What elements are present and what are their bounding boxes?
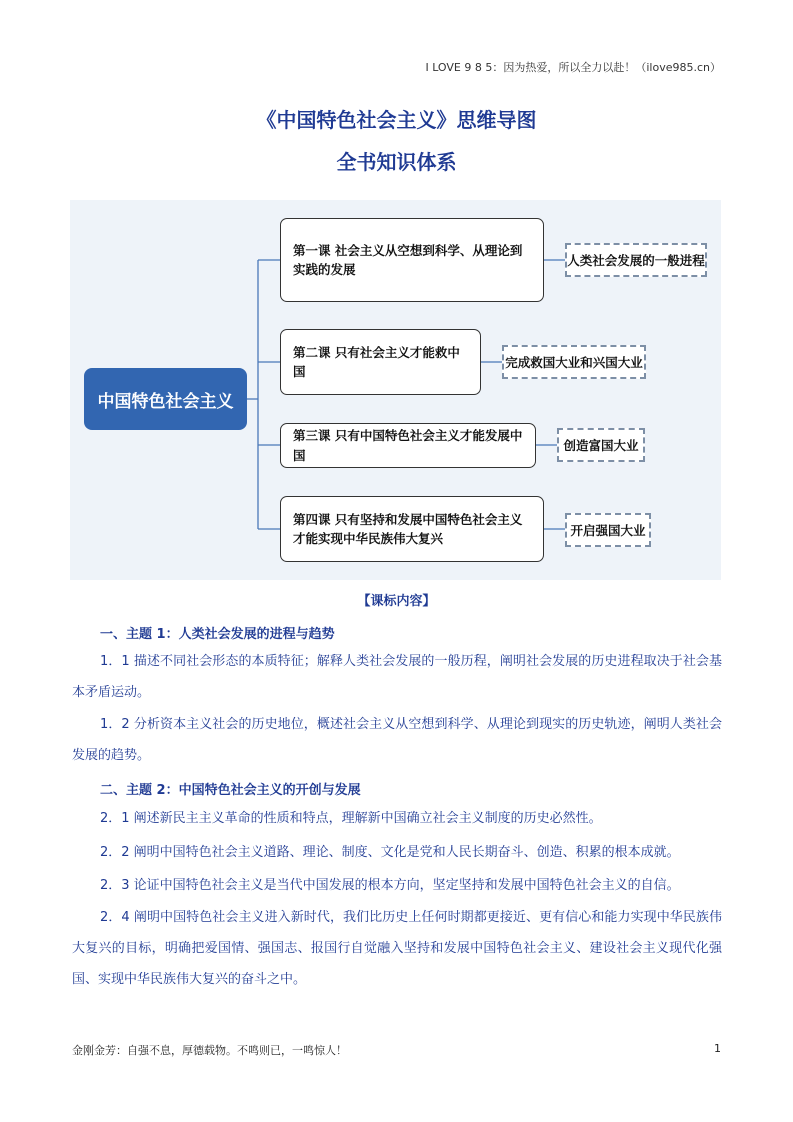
mind-map-node-2: 第二课 只有社会主义才能救中国 bbox=[280, 329, 481, 395]
section-title: 【课标内容】 bbox=[357, 594, 436, 609]
theme2-item-4: 2．4 阐明中国特色社会主义进入新时代，我们比历史上任何时期都更接近、更有信心和能力实现中华民族伟大复兴的目标，明确把爱国情、强国志、报国行自觉融入坚持和发展中国特色社会主义、建设社会主义现代化强国、实现中华民族伟大复兴的奋斗之中。 bbox=[72, 910, 722, 987]
page-number: 1 bbox=[714, 1042, 721, 1055]
page-title: 《中国特色社会主义》思维导图 bbox=[256, 108, 537, 132]
page-subtitle: 全书知识体系 bbox=[336, 150, 457, 174]
page-header: I LOVE 9 8 5：因为热爱，所以全力以赴！（ilove985.cn） bbox=[425, 61, 721, 74]
theme2-item-2: 2．2 阐明中国特色社会主义道路、理论、制度、文化是党和人民长期奋斗、创造、积累的根本成就。 bbox=[100, 845, 680, 860]
mind-map-leaf-2: 完成救国大业和兴国大业 bbox=[502, 345, 646, 379]
mind-map-node-4: 第四课 只有坚持和发展中国特色社会主义才能实现中华民族伟大复兴 bbox=[280, 496, 544, 562]
theme1-item-2: 1．2 分析资本主义社会的历史地位，概述社会主义从空想到科学、从理论到现实的历史轨迹，阐明人类社会发展的趋势。 bbox=[72, 717, 722, 763]
mind-map-leaf-3: 创造富国大业 bbox=[557, 428, 645, 462]
theme1-heading: 一、主题 1：人类社会发展的进程与趋势 bbox=[100, 627, 335, 642]
theme1-item-1: 1．1 描述不同社会形态的本质特征；解释人类社会发展的一般历程，阐明社会发展的历史进程取决于社会基本矛盾运动。 bbox=[72, 654, 722, 700]
mind-map-leaf-4: 开启强国大业 bbox=[565, 513, 651, 547]
theme2-item-3: 2．3 论证中国特色社会主义是当代中国发展的根本方向，坚定坚持和发展中国特色社会主义的自信。 bbox=[100, 878, 680, 893]
mind-map bbox=[70, 200, 721, 580]
mind-map-node-1: 第一课 社会主义从空想到科学、从理论到实践的发展 bbox=[280, 218, 544, 302]
mind-map-node-3: 第三课 只有中国特色社会主义才能发展中国 bbox=[280, 423, 536, 468]
theme2-item-1: 2．1 阐述新民主主义革命的性质和特点，理解新中国确立社会主义制度的历史必然性。 bbox=[100, 811, 602, 826]
mind-map-leaf-1: 人类社会发展的一般进程 bbox=[565, 243, 707, 277]
mind-map-root: 中国特色社会主义 bbox=[84, 368, 247, 430]
theme2-heading: 二、主题 2：中国特色社会主义的开创与发展 bbox=[100, 783, 361, 798]
footer-motto: 金刚金芳：自强不息，厚德载物。不鸣则已，一鸣惊人！ bbox=[72, 1044, 347, 1057]
